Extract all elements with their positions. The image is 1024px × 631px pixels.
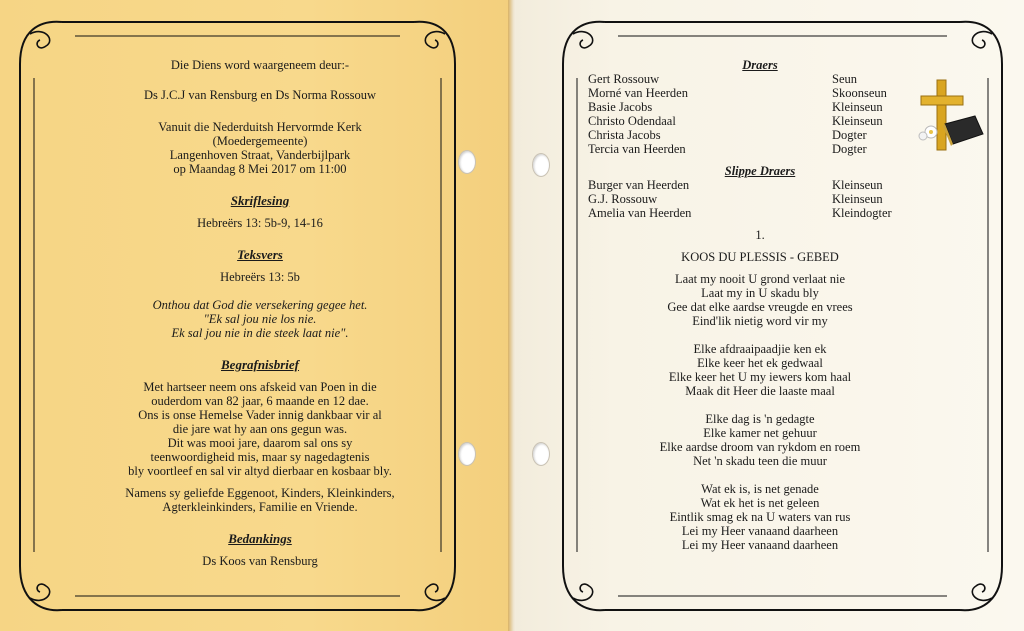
church-line: (Moedergemeente) <box>212 134 308 148</box>
letter-line: Dit was mooi jare, daarom sal ons sy <box>167 436 353 450</box>
slip-bearer-row <box>588 206 932 220</box>
bearer-relation: Kleinseun <box>832 192 883 206</box>
bearers-heading: Draers <box>742 58 778 72</box>
officiants: Ds J.C.J van Rensburg en Ds Norma Rossouw <box>143 88 377 102</box>
letter-line: bly voortleef en sal vir altyd dierbaar en kosbaar bly. <box>128 464 392 478</box>
scripture-ref: Hebreërs 13: 5b-9, 14-16 <box>197 216 323 230</box>
thanks-heading: Bedankings <box>228 531 292 546</box>
left-page-content <box>50 58 470 568</box>
bearer-row <box>588 86 932 100</box>
bearer-relation: Kleinseun <box>832 100 883 114</box>
bearer-row <box>588 114 932 128</box>
letter-line: Ons is onse Hemelse Vader innig dankbaar vir al <box>138 408 382 422</box>
bearer-row <box>588 128 932 142</box>
poem-line: Lei my Heer vanaand daarheen <box>681 524 839 538</box>
poem-line: Elke aardse droom van rykdom en roem <box>659 440 861 454</box>
scripture-heading: Skriflesing <box>230 193 290 208</box>
letter-line: die jare wat hy aan ons gegun was. <box>172 422 348 436</box>
letter-line: Met hartseer neem ons afskeid van Poen in die <box>143 380 377 394</box>
bearer-name: Christa Jacobs <box>588 128 661 142</box>
bearer-name: Gert Rossouw <box>588 72 660 86</box>
poem-line: Laat my in U skadu bly <box>701 286 819 300</box>
bearer-row <box>588 72 932 86</box>
bearers-list <box>588 72 932 156</box>
bearer-relation: Dogter <box>832 128 867 142</box>
family-line: Namens sy geliefde Eggenoot, Kinders, Kleinkinders, <box>125 486 395 500</box>
bearer-relation: Kleinseun <box>832 178 883 192</box>
bearer-name: G.J. Rossouw <box>588 192 658 206</box>
bearer-relation: Kleindogter <box>832 206 892 220</box>
thanks-name: Ds Koos van Rensburg <box>202 554 318 568</box>
slip-bearers-list <box>588 178 932 220</box>
poem-title: KOOS DU PLESSIS - GEBED <box>681 250 839 264</box>
bearer-name: Tercia van Heerden <box>588 142 686 156</box>
poem-line: Wat ek is, is net genade <box>701 482 819 496</box>
bearer-name: Basie Jacobs <box>588 100 653 114</box>
church-line: Vanuit die Nederduitsh Hervormde Kerk <box>158 120 362 134</box>
poem-line: Elke dag is 'n gedagte <box>705 412 815 426</box>
quote-line: Ek sal jou nie in die steek laat nie". <box>171 326 349 340</box>
poem-line: Net 'n skadu teen die muur <box>693 454 827 468</box>
bearer-row <box>588 100 932 114</box>
poem-line: Wat ek het is net geleen <box>700 496 820 510</box>
poem-line: Elke keer het ek gedwaal <box>697 356 823 370</box>
slip-bearer-row <box>588 178 932 192</box>
church-line: Langenhoven Straat, Vanderbijlpark <box>169 148 351 162</box>
poem-line: Eintlik smag ek na U waters van rus <box>669 510 851 524</box>
poem-line: Laat my nooit U grond verlaat nie <box>674 272 846 286</box>
text-ref: Hebreërs 13: 5b <box>220 270 300 284</box>
right-page-content <box>588 58 932 552</box>
text-heading: Teksvers <box>237 247 283 262</box>
poem-line: Elke keer het U my iewers kom haal <box>668 370 852 384</box>
bearer-name: Christo Odendaal <box>588 114 676 128</box>
bearer-name: Burger van Heerden <box>588 178 690 192</box>
poem-line: Maak dit Heer die laaste maal <box>685 384 835 398</box>
bearer-relation: Skoonseun <box>832 86 887 100</box>
poem-line: Elke kamer net gehuur <box>703 426 817 440</box>
family-line: Agterkleinkinders, Familie en Vriende. <box>162 500 358 514</box>
poem-line: Eind'lik nietig word vir my <box>692 314 828 328</box>
poem <box>588 228 932 552</box>
quote-line: "Ek sal jou nie los nie. <box>203 312 317 326</box>
service-intro: Die Diens word waargeneem deur:- <box>170 58 350 72</box>
bearer-relation: Seun <box>832 72 857 86</box>
quote-line: Onthou dat God die versekering gegee het. <box>152 298 368 312</box>
letter-line: teenwoordigheid mis, maar sy nagedagtenis <box>150 450 370 464</box>
bearer-name: Morné van Heerden <box>588 86 688 100</box>
letter-heading: Begrafnisbrief <box>221 357 299 372</box>
bearer-relation: Dogter <box>832 142 867 156</box>
poem-number: 1. <box>755 228 765 242</box>
slip-bearers-heading: Slippe Draers <box>724 164 796 178</box>
bearer-relation: Kleinseun <box>832 114 883 128</box>
bearer-name: Amelia van Heerden <box>588 206 692 220</box>
poem-line: Elke afdraaipaadjie ken ek <box>693 342 827 356</box>
poem-line: Lei my Heer vanaand daarheen <box>681 538 839 552</box>
bearer-row <box>588 142 932 156</box>
slip-bearer-row <box>588 192 932 206</box>
poem-line: Gee dat elke aardse vreugde en vrees <box>667 300 853 314</box>
service-date: op Maandag 8 Mei 2017 om 11:00 <box>173 162 347 176</box>
letter-line: ouderdom van 82 jaar, 6 maande en 12 dae. <box>151 394 369 408</box>
